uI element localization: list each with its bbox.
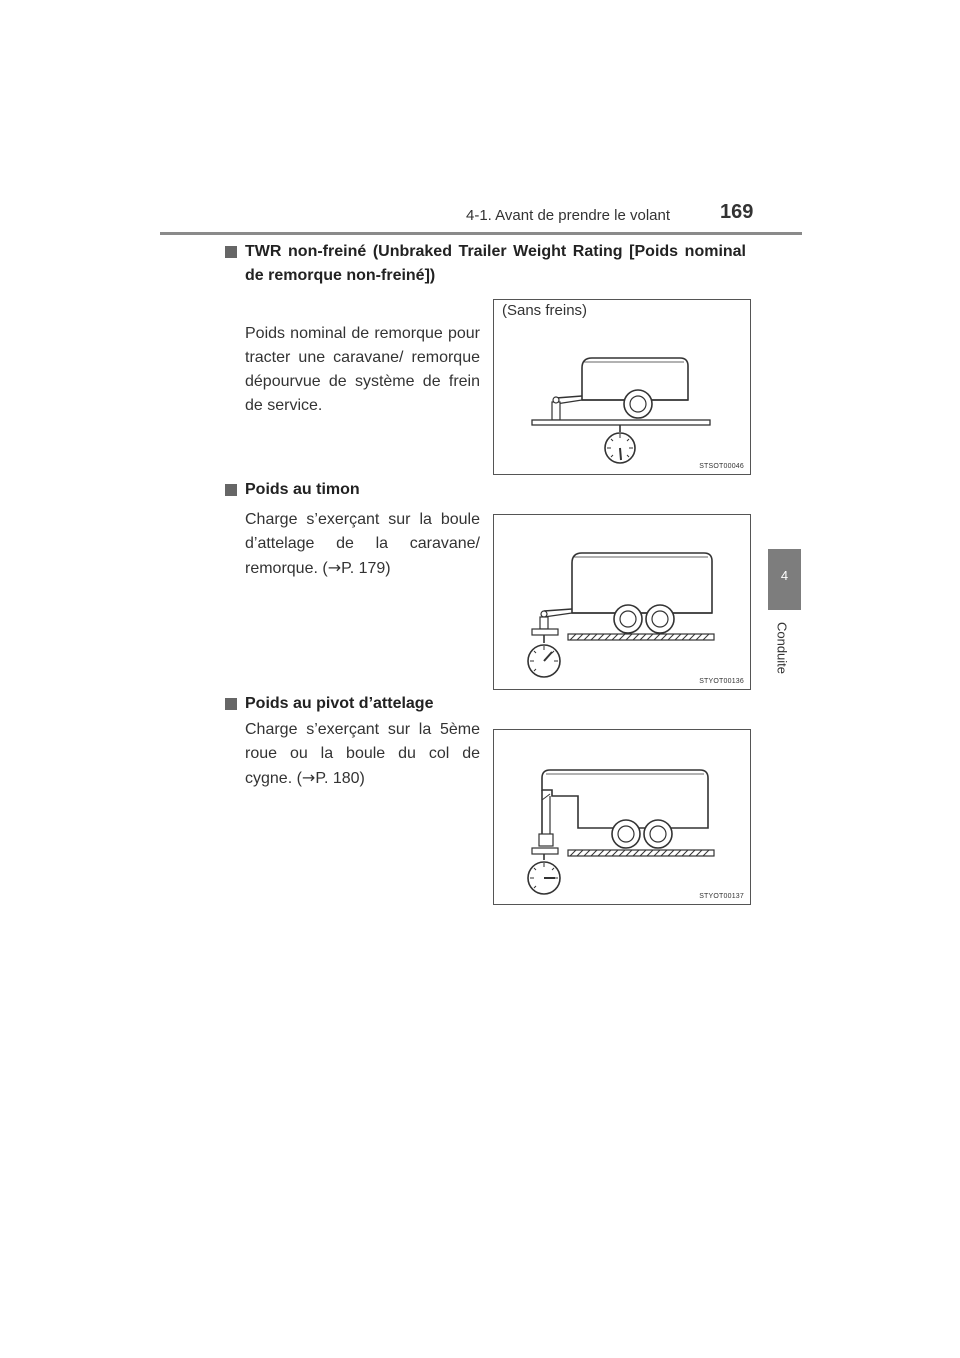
king-pin-weight-illustration (494, 730, 750, 904)
figure-unbraked-trailer (493, 299, 751, 475)
figure-code: STYOT00136 (699, 678, 744, 685)
chapter-tab (768, 549, 801, 610)
header-divider (160, 232, 802, 235)
section-heading-text: Poids au timon (245, 481, 360, 498)
tongue-weight-illustration (494, 515, 750, 689)
section-body-tongue-weight (245, 508, 480, 581)
figure-tongue-weight (493, 514, 751, 690)
figure-king-pin-weight (493, 729, 751, 905)
chapter-number: 4 (780, 568, 789, 583)
body-text-part: Charge s’exerçant sur la 5ème roue ou la boule du col de cygne. ( (245, 721, 480, 787)
page-number: 169 (720, 201, 754, 223)
section-title: 4-1. Avant de prendre le volant (466, 207, 671, 224)
square-bullet-icon (225, 246, 237, 258)
page-reference-link[interactable]: P. 180) (315, 770, 365, 787)
figure-caption: (Sans freins) (502, 302, 588, 319)
page-reference-link[interactable]: P. 179) (341, 560, 391, 577)
arrow-right-icon: → (327, 558, 342, 577)
section-heading-text: Poids au pivot d’attelage (245, 695, 434, 712)
body-text-part: Charge s’exerçant sur la boule d’attelage de la caravane/ remorque. ( (245, 511, 480, 577)
chapter-label-text: Conduite (774, 621, 790, 675)
square-bullet-icon (225, 484, 237, 496)
section-heading-text: TWR non-freiné (Unbraked Trailer Weight Rating [Poids nominal de remorque non-freiné]) (245, 243, 746, 284)
section-body-king-pin-weight (245, 718, 480, 791)
section-body-unbraked: Poids nominal de remorque pour tracter une caravane/ remorque dépourvue de système de frein de service. (245, 325, 480, 414)
unbraked-trailer-scale-illustration (494, 300, 750, 474)
chapter-label (770, 618, 794, 678)
figure-code: STYOT00137 (699, 893, 744, 900)
figure-code: STSOT00046 (699, 463, 744, 470)
arrow-right-icon: → (301, 768, 316, 787)
square-bullet-icon (225, 698, 237, 710)
